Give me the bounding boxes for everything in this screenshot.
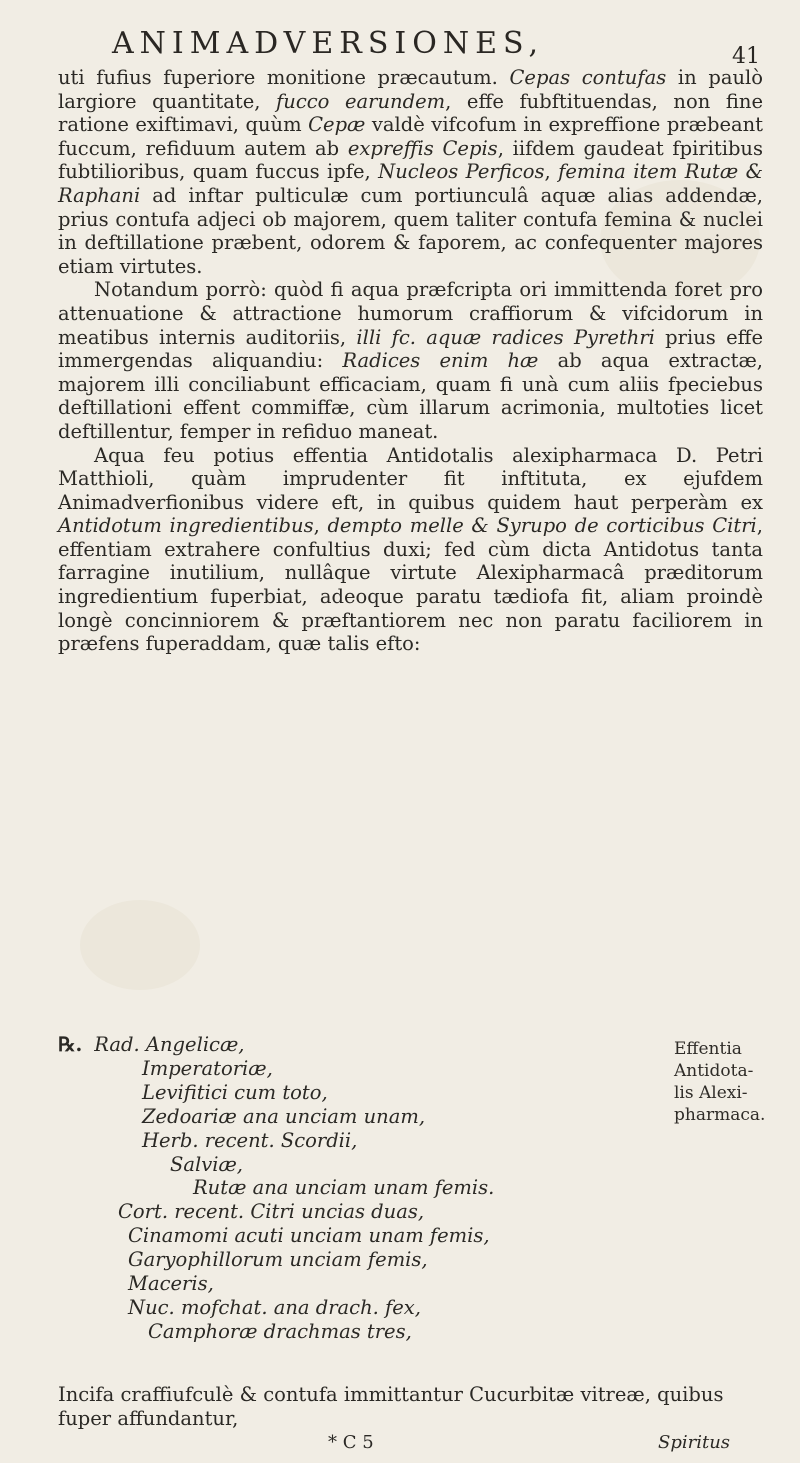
margin-note-line: pharmaca. — [674, 1105, 766, 1125]
italic-term: expreffis Cepis — [347, 136, 498, 160]
recipe-symbol: ℞. — [58, 1033, 83, 1056]
italic-term: Cepas contufas — [509, 66, 667, 89]
page-number: 41 — [732, 44, 760, 69]
paragraph-p3 — [58, 444, 763, 656]
text-run: , effentiam extrahere confultius duxi; fed cùm dicta Antidotus tanta farragine inutilium, nullâque virtute Alexipharmacâ præditorum ingredientium fuperbiat, adeoque paratu tædiofa fit, aliam proindè longè concinniorem & præftantiorem nec non paratu faciliorem in præfens fuperaddam, quæ talis efto: — [58, 514, 763, 656]
text-run: , effe fubftituendas, non fine ratione exiftimavi, quùm — [58, 89, 763, 137]
text-run: , — [544, 160, 559, 184]
text-run: , iifdem gaudeat fpiritibus fubtilioribus, quam fuccus ipfe, — [58, 136, 763, 184]
italic-term: Radices enim hæ — [342, 349, 539, 373]
recipe-line — [58, 1057, 498, 1081]
running-title: ANIMADVERSIONES, — [112, 26, 544, 61]
recipe-line — [58, 1033, 498, 1057]
recipe-ingredient: Rad. Angelicæ, — [94, 1033, 245, 1056]
text-run: in paulò largiore quantitate, — [58, 66, 763, 113]
text-run: Aqua feu potius effentia Antidotalis alexipharmaca D. Petri Matthioli, quàm imprudenter fit inftituta, ex ejufdem Animadverfionibus videre eft, in quibus quidem haut perperàm ex — [58, 443, 763, 514]
text-run: ab aqua extractæ, majorem illi conciliabunt efficaciam, quam fi unà cum aliis fpeciebus deftillationi effent commiffæ, cùm illarum acrimonia, multoties licet deftillentur, femper in refiduo maneat. — [58, 349, 763, 443]
recipe-ingredient: Rutæ ana unciam unam femis. — [193, 1176, 495, 1200]
recipe-list — [58, 1033, 498, 1344]
body-text — [58, 66, 763, 656]
text-run: ad inftar pulticulæ cum portiunculâ aquæ alias addendæ, prius contufa adjeci ob majorem, quem taliter contufa femina & nuclei in deftillatione præbent, odorem & faporem, ac confequenter majores etiam virtutes. — [58, 183, 763, 278]
closing-paragraph: Incifa craffiufculè & contufa immittantur Cucurbitæ vitreæ, quibus fuper affundantur, — [58, 1383, 724, 1430]
margin-note-line: Antidota- — [674, 1061, 754, 1081]
recipe-ingredient: Imperatoriæ, — [142, 1056, 273, 1080]
text-run: prius effe immergendas aliquandiu: — [58, 325, 764, 373]
recipe-ingredient: Maceris, — [128, 1272, 214, 1296]
margin-note — [674, 1038, 784, 1126]
paragraph-p1 — [58, 66, 763, 278]
recipe-line — [58, 1248, 498, 1272]
recipe-ingredient: Cort. recent. Citri uncias duas, — [118, 1200, 425, 1224]
recipe-ingredient: Salviæ, — [170, 1152, 244, 1176]
signature-mark: * C 5 — [328, 1432, 374, 1453]
recipe-line — [58, 1296, 498, 1320]
recipe-line — [58, 1129, 498, 1153]
recipe-ingredient: Garyophillorum unciam femis, — [128, 1248, 428, 1272]
margin-note-line: lis Alexi- — [674, 1083, 748, 1103]
recipe-ingredient: Zedoariæ ana unciam unam, — [142, 1104, 426, 1128]
text-run: , — [313, 514, 328, 538]
italic-term: Antidotum ingredientibus — [58, 514, 314, 538]
recipe-ingredient: Cinamomi acuti unciam unam femis, — [128, 1224, 490, 1248]
recipe-ingredient: Camphoræ drachmas tres, — [148, 1319, 412, 1343]
text-run: uti fufius fuperiore monitione præcautum. — [58, 66, 510, 89]
recipe-ingredient: Herb. recent. Scordii, — [142, 1128, 358, 1152]
recipe-line — [58, 1320, 498, 1344]
recipe-line — [58, 1224, 498, 1248]
recipe-line — [58, 1176, 498, 1200]
recipe-line — [58, 1200, 498, 1224]
text-run: Notandum porrò: quòd fi aqua præfcripta ori immittenda foret pro attenuatione & attractione humorum craffiorum & vifcidorum in meatibus internis auditoriis, — [58, 278, 763, 349]
italic-term: dempto melle & Syrupo de corticibus Citri — [327, 514, 757, 538]
italic-term: femina item Rutæ & Raphani — [58, 160, 763, 207]
text-run: valdè vifcofum in expreffione præbeant fuccum, refiduum autem ab — [58, 113, 763, 160]
italic-term: fucco earundem — [276, 89, 446, 113]
page-footer — [0, 1432, 800, 1462]
recipe-ingredient: Levifitici cum toto, — [142, 1080, 328, 1104]
margin-note-line: Effentia — [674, 1039, 742, 1059]
recipe-line — [58, 1081, 498, 1105]
recipe-line — [58, 1272, 498, 1296]
paragraph-p2 — [58, 278, 763, 443]
italic-term: Cepæ — [308, 113, 366, 137]
paper-stain — [80, 900, 200, 990]
recipe-ingredient: Nuc. mofchat. ana drach. fex, — [128, 1295, 421, 1319]
recipe-line — [58, 1153, 498, 1177]
closing-text — [58, 1383, 763, 1430]
catchword: Spiritus — [658, 1432, 731, 1453]
recipe-line — [58, 1105, 498, 1129]
italic-term: Nucleos Perficos — [378, 160, 545, 184]
italic-term: illi fc. aquæ radices Pyrethri — [356, 325, 655, 349]
